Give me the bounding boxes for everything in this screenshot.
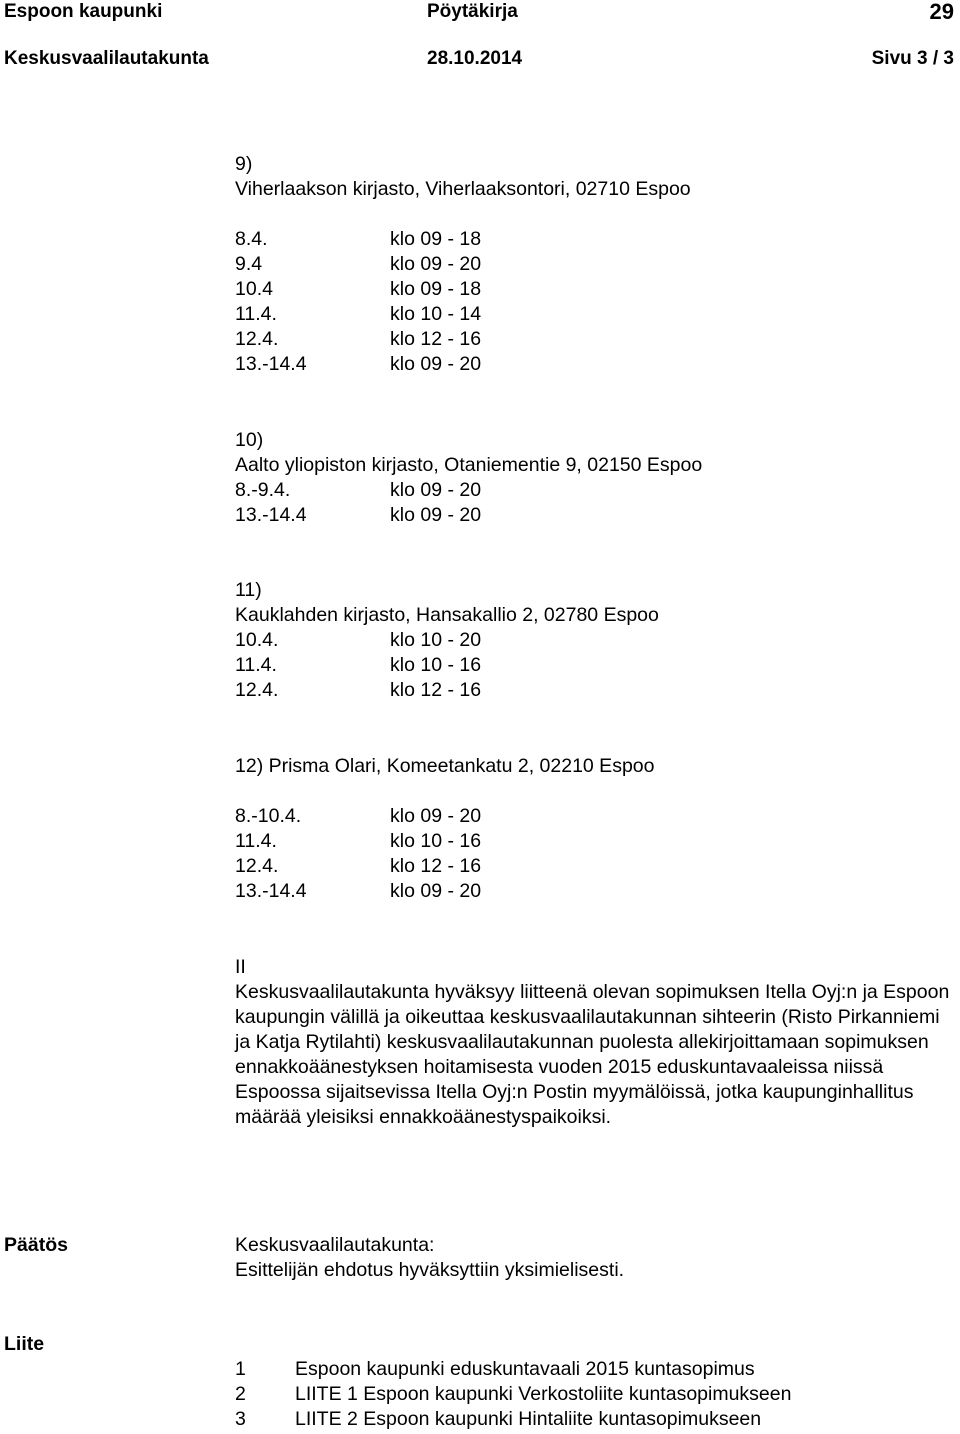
- schedule-row: [235, 302, 691, 327]
- attachment-item: [235, 1407, 791, 1432]
- attachments-label: Liite: [4, 1333, 45, 1355]
- section-ii-paragraph: Keskusvaalilautakunta hyväksyy liitteenä olevan sopimuksen Itella Oyj:n ja Espoon kaupungin välillä ja oikeuttaa keskusvaalilautakunnan sihteerin (Risto Pirkanniemi ja Katja Rytilahti) keskusvaalilautakunnan puolesta allekirjoittamaan sopimuksen ennakkoäänestyksen hoitamisesta vuoden 2015 eduskuntavaaleissa niissä Espoossa sijaitsevissa Itella Oyj:n Postin myymälöissä, jotka kaupunginhallitus määrää yleisiksi ennakkoäänestyspaikoiksi.: [235, 981, 950, 1128]
- schedule-row: [235, 628, 659, 653]
- location-number: 10): [235, 429, 264, 451]
- location-name: Kauklahden kirjasto, Hansakallio 2, 02780 Espoo: [235, 604, 659, 626]
- schedule-date: 9.4: [235, 253, 263, 275]
- schedule-row: [235, 879, 654, 904]
- schedule-date: 13.-14.4: [235, 353, 307, 375]
- attachment-item: [235, 1382, 791, 1407]
- schedule-row: [235, 829, 654, 854]
- schedule-row: [235, 678, 659, 703]
- section-number: 29: [929, 0, 954, 24]
- attachment-item: [235, 1357, 791, 1382]
- schedule-time: klo 10 - 16: [390, 830, 482, 852]
- schedule-time: klo 09 - 18: [390, 228, 482, 250]
- schedule-time: klo 12 - 16: [390, 328, 482, 350]
- location-number: 9): [235, 153, 253, 175]
- schedule-row: [235, 653, 659, 678]
- attachment-number: 2: [235, 1383, 246, 1405]
- schedule-date: 8.-10.4.: [235, 805, 302, 827]
- schedule-row: [235, 252, 691, 277]
- location-block: [235, 152, 691, 377]
- schedule-date: 10.4: [235, 278, 273, 300]
- attachment-title: Espoon kaupunki eduskuntavaali 2015 kuntasopimus: [295, 1358, 755, 1380]
- schedule-date: 10.4.: [235, 629, 279, 651]
- schedule-time: klo 09 - 18: [390, 278, 482, 300]
- section-ii-marker: II: [235, 956, 246, 978]
- schedule-date: 13.-14.4: [235, 504, 307, 526]
- schedule-time: klo 09 - 20: [390, 253, 482, 275]
- schedule-time: klo 10 - 16: [390, 654, 482, 676]
- body-name: Keskusvaalilautakunta: [4, 48, 209, 69]
- schedule-time: klo 10 - 14: [390, 303, 482, 325]
- schedule-row: [235, 503, 702, 528]
- schedule-time: klo 10 - 20: [390, 629, 482, 651]
- schedule-row: [235, 327, 691, 352]
- decision-label: Päätös: [4, 1234, 68, 1256]
- meeting-date: 28.10.2014: [427, 48, 523, 69]
- schedule-row: [235, 804, 654, 829]
- schedule-time: klo 09 - 20: [390, 479, 482, 501]
- schedule-date: 11.4.: [235, 654, 277, 676]
- page-number: Sivu 3 / 3: [871, 48, 954, 69]
- location-name: Aalto yliopiston kirjasto, Otaniementie 9, 02150 Espoo: [235, 454, 703, 476]
- attachment-number: 1: [235, 1358, 246, 1380]
- schedule-time: klo 09 - 20: [390, 504, 482, 526]
- schedule-date: 13.-14.4: [235, 880, 307, 902]
- location-block: [235, 578, 659, 703]
- schedule-time: klo 09 - 20: [390, 353, 482, 375]
- location-block: [235, 428, 702, 528]
- schedule-time: klo 12 - 16: [390, 679, 482, 701]
- schedule-row: [235, 227, 691, 252]
- schedule-row: [235, 854, 654, 879]
- schedule-date: 12.4.: [235, 328, 279, 350]
- schedule-time: klo 12 - 16: [390, 855, 482, 877]
- schedule-row: [235, 277, 691, 302]
- schedule-date: 8.-9.4.: [235, 479, 291, 501]
- location-heading: 12) Prisma Olari, Komeetankatu 2, 02210 Espoo: [235, 755, 655, 777]
- schedule-date: 8.4.: [235, 228, 268, 250]
- document-type: Pöytäkirja: [427, 1, 518, 22]
- schedule-date: 11.4.: [235, 830, 277, 852]
- schedule-row: [235, 478, 702, 503]
- attachment-list: [235, 1357, 791, 1432]
- schedule-date: 11.4.: [235, 303, 277, 325]
- schedule-date: 12.4.: [235, 679, 279, 701]
- location-block: [235, 754, 654, 904]
- location-name: Viherlaakson kirjasto, Viherlaaksontori, 02710 Espoo: [235, 178, 691, 200]
- org-name: Espoon kaupunki: [4, 1, 163, 22]
- decision-text: Esittelijän ehdotus hyväksyttiin yksimielisesti.: [235, 1259, 625, 1281]
- attachment-number: 3: [235, 1408, 246, 1430]
- decision-body: Keskusvaalilautakunta:: [235, 1234, 435, 1256]
- location-number: 11): [235, 579, 262, 601]
- schedule-time: klo 09 - 20: [390, 805, 482, 827]
- schedule-time: klo 09 - 20: [390, 880, 482, 902]
- schedule-date: 12.4.: [235, 855, 279, 877]
- attachment-title: LIITE 1 Espoon kaupunki Verkostoliite kuntasopimukseen: [295, 1383, 792, 1405]
- attachment-title: LIITE 2 Espoon kaupunki Hintaliite kuntasopimukseen: [295, 1408, 762, 1430]
- schedule-row: [235, 352, 691, 377]
